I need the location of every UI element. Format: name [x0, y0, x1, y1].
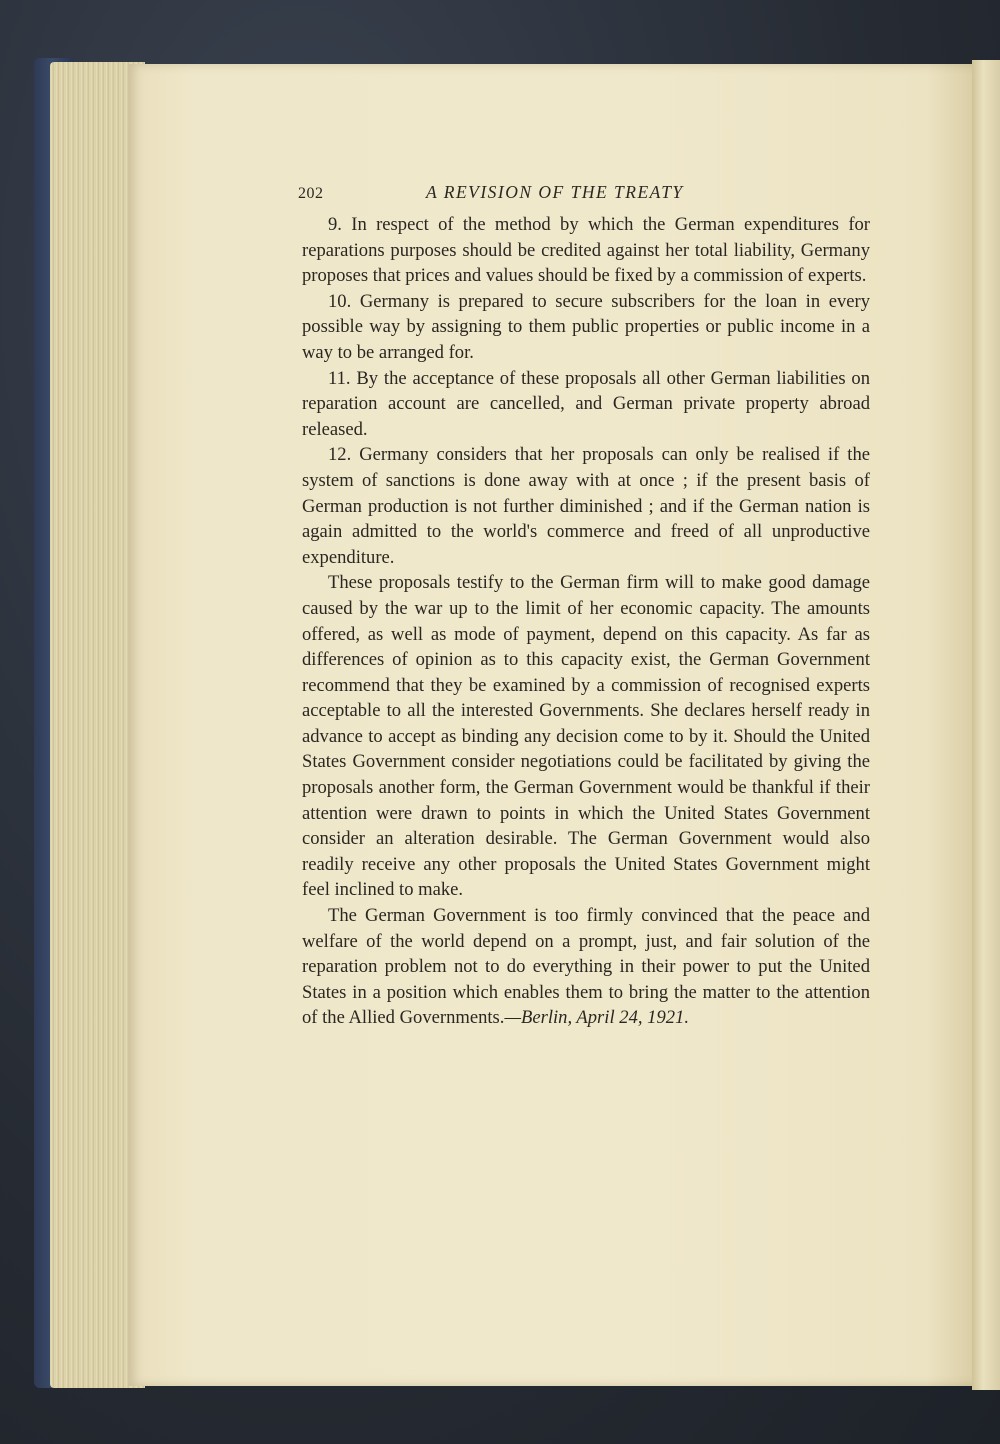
- paragraph-10: 10. Germany is prepared to secure subscribers for the loan in every possible way by assigning to them public properties or public income in a way to be arranged for.: [302, 290, 870, 363]
- page-text-block: [298, 180, 870, 1031]
- paragraph-11: 11. By the acceptance of these proposals all other German liabilities on reparation account are cancelled, and German private property abroad released.: [302, 367, 870, 440]
- paragraph-12: 12. Germany considers that her proposals can only be realised if the system of sanctions is done away with at once ; if the present basis of German production is not further diminished ; and if the German nation is again admitted to the world's commerce and freed of all unproductive expenditure.: [302, 444, 870, 568]
- running-head: [298, 180, 870, 208]
- paragraph-9: 9. In respect of the method by which the German expenditures for reparations purposes should be credited against her total liability, Germany proposes that prices and values should be fixed by a commission of experts.: [302, 214, 870, 287]
- facing-page-edge: [972, 60, 1000, 1390]
- running-title: A REVISION OF THE TREATY: [426, 182, 684, 202]
- paragraph-proposals-testify: These proposals testify to the German firm will to make good damage caused by the war up to the limit of her economic capacity. The amounts offered, as well as mode of payment, depend on this capacity. As far as differences of opinion as to this capacity exist, the German Government recommend that they be examined by a commission of recognised experts acceptable to all the interested Governments. She declares herself ready in advance to accept as binding any decision come to by it. Should the United States Government consider negotiations could be facilitated by giving the proposals another form, the German Government would be thankful if their attention were drawn to points in which the United States Government consider an alteration desirable. The German Government would also readily receive any other proposals the United States Government might feel inclined to make.: [302, 572, 870, 901]
- page-number: 202: [298, 185, 324, 202]
- closing-signature: —Berlin, April 24, 1921.: [504, 1007, 690, 1029]
- closing-text: The German Government is too firmly convinced that the peace and welfare of the world depend on a prompt, just, and fair solution of the reparation problem not to do everything in their power to put the United States in a position which enables them to bring the matter to the attention of the Allied Governments.: [302, 905, 870, 1029]
- paragraph-closing: [302, 903, 870, 1031]
